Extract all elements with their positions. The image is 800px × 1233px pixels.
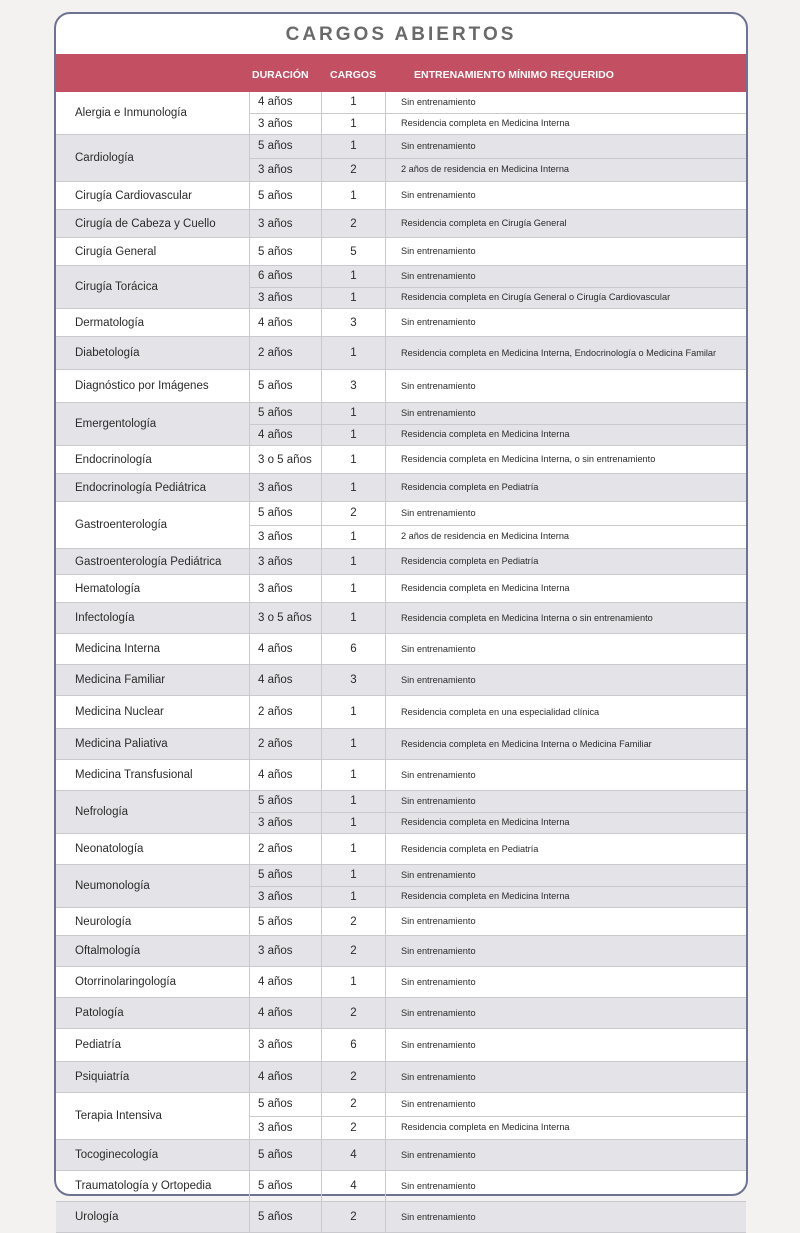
table-row xyxy=(56,309,746,337)
table-subrow xyxy=(250,812,746,834)
training-cell: Sin entrenamiento xyxy=(401,507,476,518)
training-cell: Sin entrenamiento xyxy=(401,1098,476,1109)
training-cell: Sin entrenamiento xyxy=(401,1039,476,1050)
table-row xyxy=(56,446,746,474)
table-header xyxy=(56,54,746,92)
duration-cell: 5 años xyxy=(250,865,322,886)
training-cell: Sin entrenamiento xyxy=(401,976,476,987)
positions-count-cell: 5 xyxy=(322,238,386,265)
training-cell: 2 años de residencia en Medicina Interna xyxy=(401,164,570,175)
open-positions-card xyxy=(54,12,748,1223)
duration-cell: 5 años xyxy=(250,908,322,935)
specialty-name: Diabetología xyxy=(56,337,250,369)
table-row xyxy=(56,210,746,238)
table-subrow xyxy=(250,403,746,424)
table-row xyxy=(56,865,746,908)
positions-count-cell: 1 xyxy=(322,813,386,834)
table-subrow xyxy=(250,1116,746,1140)
positions-count-cell: 1 xyxy=(322,526,386,549)
specialty-name: Cirugía Cardiovascular xyxy=(56,182,250,209)
table-row xyxy=(56,1093,746,1140)
duration-cell: 3 años xyxy=(250,887,322,908)
positions-count-cell: 2 xyxy=(322,998,386,1028)
duration-cell: 3 años xyxy=(250,813,322,834)
specialty-name: Diagnóstico por Imágenes xyxy=(56,370,250,402)
training-cell: Sin entrenamiento xyxy=(401,96,476,107)
table-subrow xyxy=(250,210,746,237)
table-row xyxy=(56,1202,746,1233)
specialty-name: Nefrología xyxy=(56,791,250,833)
table-subrow xyxy=(250,113,746,135)
duration-cell: 4 años xyxy=(250,425,322,446)
table-row xyxy=(56,135,746,182)
table-row xyxy=(56,1029,746,1062)
table-subrow xyxy=(250,865,746,886)
training-cell: Residencia completa en Medicina Interna xyxy=(401,429,570,440)
table-subrow xyxy=(250,886,746,908)
table-row xyxy=(56,92,746,135)
training-cell: Residencia completa en Pediatría xyxy=(401,482,539,492)
training-cell: Sin entrenamiento xyxy=(401,380,476,391)
training-cell: Sin entrenamiento xyxy=(401,317,476,327)
table-subrow xyxy=(250,370,746,402)
positions-count-cell: 1 xyxy=(322,603,386,633)
table-subrow xyxy=(250,967,746,997)
table-subrow xyxy=(250,158,746,182)
positions-count-cell: 2 xyxy=(322,210,386,237)
positions-count-cell: 3 xyxy=(322,665,386,695)
positions-count-cell: 3 xyxy=(322,309,386,336)
specialty-name: Terapia Intensiva xyxy=(56,1093,250,1139)
specialty-name: Neurología xyxy=(56,908,250,935)
training-cell: Sin entrenamiento xyxy=(401,246,476,256)
duration-cell: 4 años xyxy=(250,1062,322,1092)
duration-cell: 4 años xyxy=(250,309,322,336)
specialty-name: Endocrinología Pediátrica xyxy=(56,474,250,501)
training-cell: Residencia completa en Medicina Interna o Medicina Familiar xyxy=(401,738,652,749)
specialty-name: Psiquiatría xyxy=(56,1062,250,1092)
positions-count-cell: 1 xyxy=(322,791,386,812)
table-row xyxy=(56,603,746,634)
table-subrow xyxy=(250,665,746,695)
duration-cell: 3 años xyxy=(250,474,322,501)
positions-count-cell: 4 xyxy=(322,1140,386,1170)
table-subrow xyxy=(250,634,746,664)
positions-count-cell: 1 xyxy=(322,549,386,574)
table-row xyxy=(56,575,746,603)
table-subrow xyxy=(250,936,746,966)
specialty-name: Neumonología xyxy=(56,865,250,907)
table-row xyxy=(56,549,746,575)
specialty-name: Gastroenterología xyxy=(56,502,250,548)
training-cell: Sin entrenamiento xyxy=(401,1180,476,1191)
table-subrow xyxy=(250,791,746,812)
table-row xyxy=(56,370,746,403)
table-row xyxy=(56,502,746,549)
positions-count-cell: 1 xyxy=(322,182,386,209)
specialty-name: Medicina Nuclear xyxy=(56,696,250,728)
table-row xyxy=(56,266,746,309)
table-subrow xyxy=(250,1093,746,1116)
table-subrow xyxy=(250,135,746,158)
positions-count-cell: 1 xyxy=(322,474,386,501)
duration-cell: 4 años xyxy=(250,92,322,113)
positions-count-cell: 2 xyxy=(322,936,386,966)
training-cell: 2 años de residencia en Medicina Interna xyxy=(401,531,570,542)
table-subrow xyxy=(250,760,746,790)
training-cell: Residencia completa en Pediatría xyxy=(401,843,539,854)
training-cell: Residencia completa en Medicina Interna xyxy=(401,891,570,902)
positions-count-cell: 1 xyxy=(322,266,386,287)
positions-count-cell: 2 xyxy=(322,502,386,525)
training-cell: Residencia completa en Medicina Interna o sin entrenamiento xyxy=(401,612,653,623)
training-cell: Sin entrenamiento xyxy=(401,643,476,654)
table-row xyxy=(56,1062,746,1093)
header-cargos: CARGOS xyxy=(330,69,377,81)
specialty-name: Urología xyxy=(56,1202,250,1232)
positions-count-cell: 1 xyxy=(322,865,386,886)
training-cell: Residencia completa en Medicina Interna xyxy=(401,1122,570,1133)
specialty-name: Otorrinolaringología xyxy=(56,967,250,997)
training-cell: Sin entrenamiento xyxy=(401,407,476,418)
specialty-name: Traumatología y Ortopedia xyxy=(56,1171,250,1201)
specialty-name: Neonatología xyxy=(56,834,250,864)
positions-count-cell: 1 xyxy=(322,403,386,424)
specialty-name: Medicina Transfusional xyxy=(56,760,250,790)
positions-count-cell: 2 xyxy=(322,908,386,935)
table-subrow xyxy=(250,1029,746,1061)
duration-cell: 4 años xyxy=(250,760,322,790)
duration-cell: 2 años xyxy=(250,696,322,728)
table-subrow xyxy=(250,575,746,602)
table-row xyxy=(56,474,746,502)
table-row xyxy=(56,634,746,665)
duration-cell: 5 años xyxy=(250,1140,322,1170)
table-subrow xyxy=(250,908,746,935)
specialty-name: Medicina Paliativa xyxy=(56,729,250,759)
duration-cell: 5 años xyxy=(250,182,322,209)
table-subrow xyxy=(250,502,746,525)
table-subrow xyxy=(250,729,746,759)
table-subrow xyxy=(250,1202,746,1232)
duration-cell: 3 años xyxy=(250,526,322,549)
duration-cell: 5 años xyxy=(250,791,322,812)
header-entrenamiento: ENTRENAMIENTO MÍNIMO REQUERIDO xyxy=(414,69,614,81)
training-cell: Residencia completa en Cirugía General o Cirugía Cardiovascular xyxy=(401,292,671,303)
positions-count-cell: 1 xyxy=(322,760,386,790)
table-subrow xyxy=(250,182,746,209)
training-cell: Sin entrenamiento xyxy=(401,916,476,926)
duration-cell: 3 años xyxy=(250,936,322,966)
specialty-name: Alergia e Inmunología xyxy=(56,92,250,134)
specialty-name: Medicina Familiar xyxy=(56,665,250,695)
duration-cell: 3 años xyxy=(250,114,322,135)
duration-cell: 6 años xyxy=(250,266,322,287)
duration-cell: 5 años xyxy=(250,1093,322,1116)
training-cell: Residencia completa en Medicina Interna, o sin entrenamiento xyxy=(401,454,656,464)
duration-cell: 5 años xyxy=(250,502,322,525)
specialty-name: Infectología xyxy=(56,603,250,633)
specialty-name: Cirugía General xyxy=(56,238,250,265)
positions-count-cell: 1 xyxy=(322,967,386,997)
duration-cell: 3 años xyxy=(250,1029,322,1061)
duration-cell: 5 años xyxy=(250,1171,322,1201)
table-row xyxy=(56,834,746,865)
training-cell: Sin entrenamiento xyxy=(401,1007,476,1018)
training-cell: Sin entrenamiento xyxy=(401,1211,476,1222)
table-row xyxy=(56,182,746,210)
table-row xyxy=(56,760,746,791)
specialty-name: Oftalmología xyxy=(56,936,250,966)
duration-cell: 2 años xyxy=(250,729,322,759)
specialty-name: Dermatología xyxy=(56,309,250,336)
positions-count-cell: 1 xyxy=(322,337,386,369)
table-row xyxy=(56,1171,746,1202)
table-subrow xyxy=(250,1140,746,1170)
training-cell: Residencia completa en una especialidad clínica xyxy=(401,706,600,717)
positions-count-cell: 2 xyxy=(322,1093,386,1116)
positions-count-cell: 1 xyxy=(322,575,386,602)
table-subrow xyxy=(250,474,746,501)
table-subrow xyxy=(250,834,746,864)
positions-count-cell: 2 xyxy=(322,1202,386,1232)
table-row xyxy=(56,1140,746,1171)
specialty-name: Tocoginecología xyxy=(56,1140,250,1170)
duration-cell: 3 años xyxy=(250,288,322,309)
positions-table xyxy=(56,92,746,1233)
training-cell: Residencia completa en Medicina Interna, Endocrinología o Medicina Familar xyxy=(401,347,717,358)
duration-cell: 4 años xyxy=(250,998,322,1028)
specialty-name: Gastroenterología Pediátrica xyxy=(56,549,250,574)
table-row xyxy=(56,998,746,1029)
table-row xyxy=(56,696,746,729)
training-cell: Sin entrenamiento xyxy=(401,190,476,200)
duration-cell: 4 años xyxy=(250,967,322,997)
specialty-name: Cirugía Torácica xyxy=(56,266,250,308)
duration-cell: 3 o 5 años xyxy=(250,446,322,473)
table-row xyxy=(56,908,746,936)
positions-count-cell: 1 xyxy=(322,446,386,473)
table-subrow xyxy=(250,525,746,549)
duration-cell: 5 años xyxy=(250,1202,322,1232)
training-cell: Residencia completa en Cirugía General xyxy=(401,218,567,228)
positions-count-cell: 4 xyxy=(322,1171,386,1201)
specialty-name: Patología xyxy=(56,998,250,1028)
positions-count-cell: 1 xyxy=(322,729,386,759)
training-cell: Sin entrenamiento xyxy=(401,1149,476,1160)
specialty-name: Pediatría xyxy=(56,1029,250,1061)
positions-count-cell: 2 xyxy=(322,1117,386,1140)
duration-cell: 3 o 5 años xyxy=(250,603,322,633)
duration-cell: 4 años xyxy=(250,665,322,695)
training-cell: Sin entrenamiento xyxy=(401,869,476,880)
table-subrow xyxy=(250,424,746,446)
positions-count-cell: 1 xyxy=(322,834,386,864)
table-row xyxy=(56,238,746,266)
training-cell: Sin entrenamiento xyxy=(401,769,476,780)
specialty-name: Cardiología xyxy=(56,135,250,181)
duration-cell: 3 años xyxy=(250,575,322,602)
specialty-name: Hematología xyxy=(56,575,250,602)
table-row xyxy=(56,791,746,834)
table-subrow xyxy=(250,549,746,574)
positions-count-cell: 1 xyxy=(322,135,386,158)
positions-count-cell: 1 xyxy=(322,425,386,446)
table-row xyxy=(56,936,746,967)
table-subrow xyxy=(250,287,746,309)
table-subrow xyxy=(250,1062,746,1092)
training-cell: Residencia completa en Pediatría xyxy=(401,556,539,566)
positions-count-cell: 3 xyxy=(322,370,386,402)
specialty-name: Emergentología xyxy=(56,403,250,445)
table-subrow xyxy=(250,998,746,1028)
positions-count-cell: 1 xyxy=(322,696,386,728)
positions-count-cell: 1 xyxy=(322,887,386,908)
header-duracion: DURACIÓN xyxy=(252,69,309,81)
positions-count-cell: 6 xyxy=(322,634,386,664)
duration-cell: 5 años xyxy=(250,370,322,402)
table-subrow xyxy=(250,603,746,633)
positions-count-cell: 1 xyxy=(322,92,386,113)
training-cell: Residencia completa en Medicina Interna xyxy=(401,583,570,593)
duration-cell: 3 años xyxy=(250,210,322,237)
table-subrow xyxy=(250,238,746,265)
table-subrow xyxy=(250,309,746,336)
duration-cell: 3 años xyxy=(250,1117,322,1140)
duration-cell: 5 años xyxy=(250,135,322,158)
table-subrow xyxy=(250,696,746,728)
positions-count-cell: 2 xyxy=(322,159,386,182)
training-cell: Sin entrenamiento xyxy=(401,945,476,956)
training-cell: Sin entrenamiento xyxy=(401,1071,476,1082)
duration-cell: 3 años xyxy=(250,549,322,574)
specialty-name: Endocrinología xyxy=(56,446,250,473)
duration-cell: 2 años xyxy=(250,337,322,369)
training-cell: Sin entrenamiento xyxy=(401,270,476,281)
duration-cell: 5 años xyxy=(250,238,322,265)
duration-cell: 4 años xyxy=(250,634,322,664)
table-subrow xyxy=(250,446,746,473)
duration-cell: 3 años xyxy=(250,159,322,182)
duration-cell: 5 años xyxy=(250,403,322,424)
table-subrow xyxy=(250,266,746,287)
positions-count-cell: 1 xyxy=(322,114,386,135)
table-row xyxy=(56,337,746,370)
table-subrow xyxy=(250,1171,746,1201)
specialty-name: Cirugía de Cabeza y Cuello xyxy=(56,210,250,237)
positions-count-cell: 1 xyxy=(322,288,386,309)
table-row xyxy=(56,967,746,998)
training-cell: Residencia completa en Medicina Interna xyxy=(401,118,570,129)
table-subrow xyxy=(250,337,746,369)
training-cell: Sin entrenamiento xyxy=(401,140,476,151)
positions-count-cell: 6 xyxy=(322,1029,386,1061)
page-title: CARGOS ABIERTOS xyxy=(285,24,517,45)
training-cell: Sin entrenamiento xyxy=(401,795,476,806)
duration-cell: 2 años xyxy=(250,834,322,864)
positions-count-cell: 2 xyxy=(322,1062,386,1092)
specialty-name: Medicina Interna xyxy=(56,634,250,664)
table-row xyxy=(56,665,746,696)
training-cell: Residencia completa en Medicina Interna xyxy=(401,817,570,828)
table-row xyxy=(56,729,746,760)
table-subrow xyxy=(250,92,746,113)
table-row xyxy=(56,403,746,446)
training-cell: Sin entrenamiento xyxy=(401,674,476,685)
